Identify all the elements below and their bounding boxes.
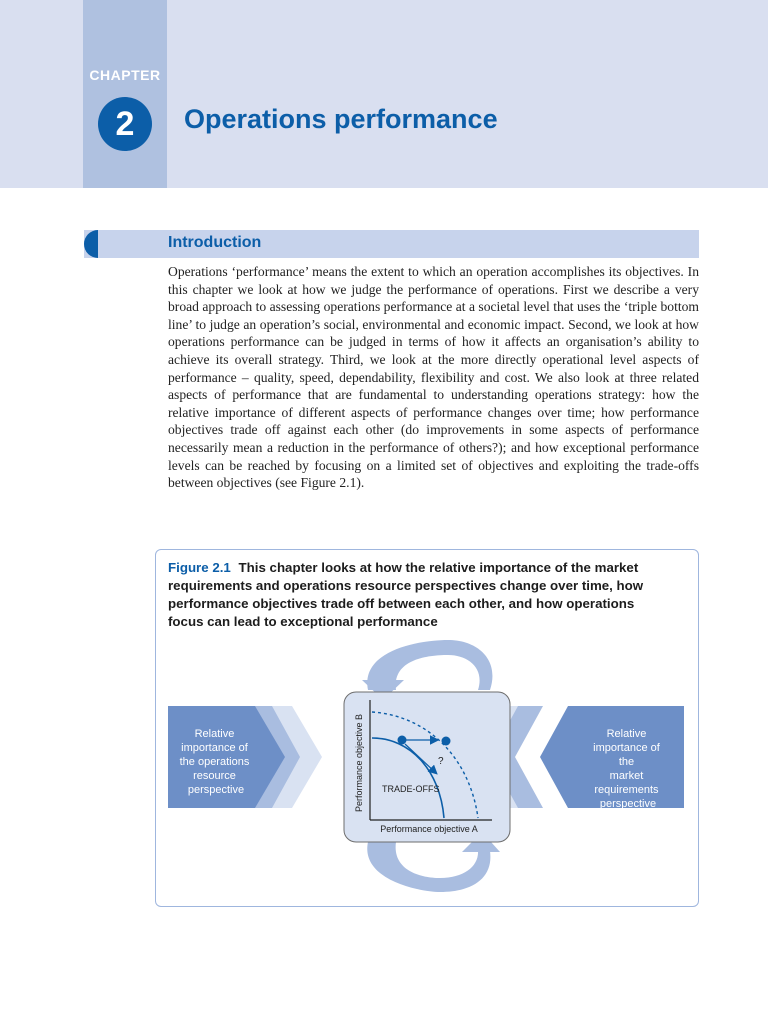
improved-position-point	[442, 737, 451, 746]
question-mark: ?	[438, 756, 444, 767]
left-box-text: Relative importance of the operations resource perspective	[179, 728, 250, 796]
tradeoffs-label: TRADE-OFFS	[382, 784, 440, 794]
y-axis-label: Performance objective B	[354, 713, 364, 813]
right-box-text: Relative importance of the market requirements perspective	[593, 728, 660, 810]
chapter-title: Operations performance	[184, 104, 498, 134]
figure-caption-text: This chapter looks at how the relative importance of the market requirements and operations resource perspectives change over time, how performance objectives trade off between each other, and how operations focus can lead to exceptional performance	[168, 560, 644, 629]
intro-heading: Introduction	[168, 234, 262, 251]
figure-label: Figure 2.1	[168, 560, 231, 575]
current-position-point	[398, 736, 407, 745]
intro-paragraph: Operations ‘performance’ means the extent to which an operation accomplishes its objectives. In this chapter we look at how we judge the performance of operations. First we describe a very broad approach to assessing operations performance at a societal level that uses the ‘triple bottom line’ to judge an operation’s social, environmental and economic impact. Second, we look at how operations performance can be judged in terms of how it affects an organisation’s ability to achieve its overall strategy. Third, we look at the more directly operational level aspects of performance – quality, speed, dependability, flexibility and cost. We also look at three related aspects of performance that are fundamental to understanding operations strategy: how the relative importance of different aspects of performance changes over time; how performance objectives trade off against each other (do improvements in some aspects of performance necessarily mean a reduction in the performance of others?); and how exceptional performance levels can be reached by focusing on a limited set of objectives and exploiting the trade-offs between objectives (see Figure 2.1).	[168, 264, 699, 491]
chapter-number: 2	[98, 97, 152, 151]
chapter-label: CHAPTER	[89, 67, 161, 83]
x-axis-label: Performance objective A	[380, 824, 478, 834]
